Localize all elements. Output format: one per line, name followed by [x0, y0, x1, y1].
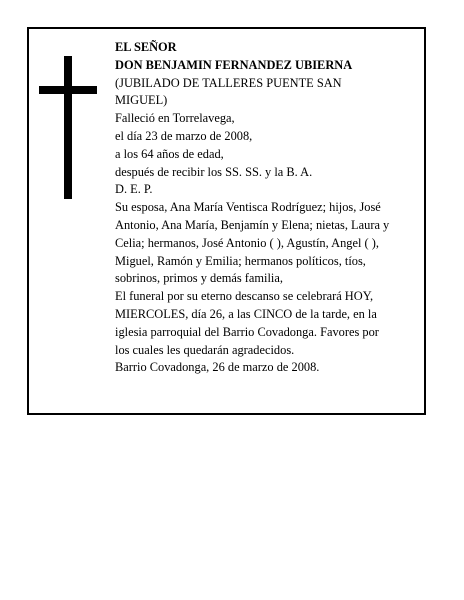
family-line-5: sobrinos, primos y demás familia, [115, 271, 283, 286]
rip-line: D. E. P. [115, 182, 153, 197]
cross-horizontal-bar [39, 86, 97, 94]
funeral-line-2: MIERCOLES, día 26, a las CINCO de la tarde, en la [115, 306, 377, 321]
age-at-death: a los 64 años de edad, [115, 146, 224, 161]
sacraments-line: después de recibir los SS. SS. y la B. A. [115, 164, 313, 179]
family-line-1: Su esposa, Ana María Ventisca Rodríguez; hijos, José [115, 200, 381, 215]
obituary-notice [27, 27, 426, 415]
deceased-name: DON BENJAMIN FERNANDEZ UBIERNA [115, 57, 353, 72]
funeral-line-1: El funeral por su eterno descanso se celebrará HOY, [115, 289, 374, 304]
date-of-death: el día 23 de marzo de 2008, [115, 128, 253, 143]
cross-vertical-bar [64, 56, 72, 199]
funeral-line-3: iglesia parroquial del Barrio Covadonga. Favores por [115, 324, 379, 339]
occupation-line-2: MIGUEL) [115, 93, 168, 108]
latin-cross-icon [39, 56, 97, 199]
family-line-4: Miguel, Ramón y Emilia; hermanos políticos, tíos, [115, 253, 366, 268]
family-line-2: Antonio, Ana María, Benjamín y Elena; nietas, Laura y [115, 217, 390, 232]
family-line-3: Celia; hermanos, José Antonio ( ), Agustín, Angel ( ), [115, 235, 379, 250]
funeral-line-4: los cuales les quedarán agradecidos. [115, 342, 295, 357]
place-and-date: Barrio Covadonga, 26 de marzo de 2008. [115, 360, 320, 375]
place-of-death: Falleció en Torrelavega, [115, 111, 235, 126]
occupation-line-1: (JUBILADO DE TALLERES PUENTE SAN [115, 75, 342, 90]
notice-heading: EL SEÑOR [115, 40, 177, 54]
obituary-text [115, 39, 420, 377]
